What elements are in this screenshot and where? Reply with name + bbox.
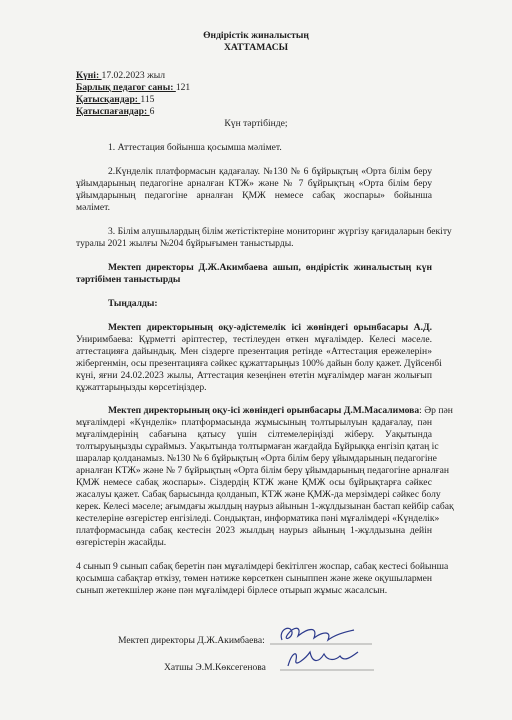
para3-line: 4 сынып 9 сынып сабақ беретін пән мұғалімдері бекітілген жоспар, сабақ кестесі бойынша: [76, 561, 449, 572]
para2-speaker: Мектеп директорының оқу-ісі жөніндегі орынбасары Д.М.Масалимова: [108, 405, 420, 416]
date-line: [76, 70, 165, 82]
agenda-item-1: 1. Аттестация бойынша қосымша мәлімет.: [108, 142, 282, 153]
para2-line: толтыруыңызды сұраймыз. Уақытында толтырмаған жағдайда Бұйрыққа енгізіп қатаң іс: [76, 441, 439, 452]
para3-line: сынып жетекшілер және пән мұғалімдері бірлесе отырып жұмыс жасалсын.: [76, 585, 388, 596]
para1-line: Мектеп директорының оқу-әдістемелік ісі жөніндегі орынбасары А.Д.: [108, 322, 432, 333]
secretary-signature: [278, 646, 378, 672]
present-value: 115: [140, 94, 155, 105]
present-line: [76, 94, 154, 106]
protocol-title-line2: ХАТТАМАСЫ: [223, 42, 289, 53]
para2-line: ҚМЖ немесе сабақ жоспары». Сіздердің КТЖ және ҚМЖ осы бұйрықтарға сәйкес: [76, 477, 432, 488]
para2-line: мұғалімдерінің сабағына қатысу үшін сілтемелеріңізді жіберу. Уақытында: [76, 429, 432, 440]
director-signature-label: Мектеп директоры Д.Ж.Акимбаева:: [118, 635, 265, 646]
present-label: Қатысқандар:: [76, 94, 141, 105]
agenda-item-2-line: ұйымдарының педагогіне арналған ҚМЖ немесе сабақ жоспары» бойынша: [76, 190, 432, 201]
absent-value: 6: [149, 106, 155, 117]
director-signature: [268, 622, 378, 648]
total-label: Барлық педагог саны:: [76, 82, 176, 93]
listened-label: Тыңдалды:: [108, 298, 158, 309]
para1-line: күні, яғни 24.02.2023 жылы, Аттестация кезеңінен өтетін мұғалімдер маған жолығып: [76, 370, 432, 381]
total-value: 121: [175, 82, 191, 93]
para2-line: мұғалімдері «Күнделік» платформасында жұмысының толтырылуын қадағалау, пән: [76, 417, 432, 428]
agenda-item-2-line: ұйымдарының педагогіне арналған КТЖ» және № 7 бұйрықтың «Орта білім беру: [76, 178, 432, 189]
para3-line: қосымша сабақтар өткізу, төмен нәтиже көрсеткен сыныппен және жеке оқушылармен: [76, 573, 432, 584]
agenda-heading: Күн тәртібінде;: [224, 118, 288, 129]
para2-line: кестелеріне өзгерістер енгізіледі. Сондықтан, информатика пәні мұғалімдері «Күнделік»: [76, 513, 440, 524]
protocol-title-line1: Өндірістік жиналыстың: [203, 30, 309, 41]
agenda-item-3-line: 3. Білім алушылардың білім жетістіктеріне мониторинг жүргізу қағидаларын бекіту: [108, 226, 452, 237]
total-teachers-line: [76, 82, 190, 94]
secretary-signature-label: Хатшы Э.М.Көксегенова: [164, 662, 266, 673]
para1-line: Униримбаева: Құрметті әріптестер, тестілеуден өткен мұғалімдер. Келесі мәселе.: [76, 334, 432, 345]
para2-line: өзгерістерін жасайды.: [76, 537, 167, 548]
para2-line: шаралар қолданамыз. №130 № 6 бұйрықтың «Орта білім беру ұйымдарының педагогіне: [76, 453, 437, 464]
director-heading-line: Мектеп директоры Д.Ж.Акимбаева ашып, өндірістік жиналыстың күн: [108, 262, 432, 273]
agenda-item-2-line: мәлімет.: [76, 202, 110, 213]
para1-line: жібергенмін, осы презентацияға сәйкес құжаттарыңыз 100% дайын болу қажет. Дүйсенбі: [76, 358, 442, 369]
para2-line: платформасында сабақ кестесін 2023 жылдың наурыз айының 1-жұлдызына дейін: [76, 525, 432, 536]
para2-first-line: [108, 405, 453, 417]
date-label: Күні:: [76, 70, 102, 81]
para2-line: арналған КТЖ» және № 7 бұйрықтың «Орта білім беру ұйымдарының педагогіне арналған: [76, 465, 449, 476]
para1-line: аттестацияға дайындық. Мен сіздерге презентация ретінде «Аттестация ережелерін»: [76, 346, 432, 357]
agenda-item-2-line: 2.Күнделік платформасын қадағалау. №130 № 6 бұйрықтың «Орта білім беру: [108, 166, 432, 177]
absent-label: Қатыспағандар:: [76, 106, 150, 117]
agenda-item-3-line: туралы 2021 жылғы №204 бұйрығымен таныстырды.: [76, 238, 294, 249]
para2-line: жасалуы қажет. Сабақ барысында қолданып, КТЖ және ҚМЖ-да мерзімдері сәйкес болу: [76, 489, 441, 500]
para2-line: : Әр пән: [419, 405, 453, 416]
director-heading-line: тәртібімен таныстырды: [76, 274, 181, 285]
date-value: 17.02.2023 жыл: [101, 70, 165, 81]
absent-line: [76, 106, 154, 118]
para2-line: керек. Келесі мәселе; ағымдағы жылдың наурыз айынын 1-жұлдызынан бастап кейбір сабақ: [76, 501, 454, 512]
para1-line: құжаттарыңызды көрсетіңіздер.: [76, 382, 207, 393]
